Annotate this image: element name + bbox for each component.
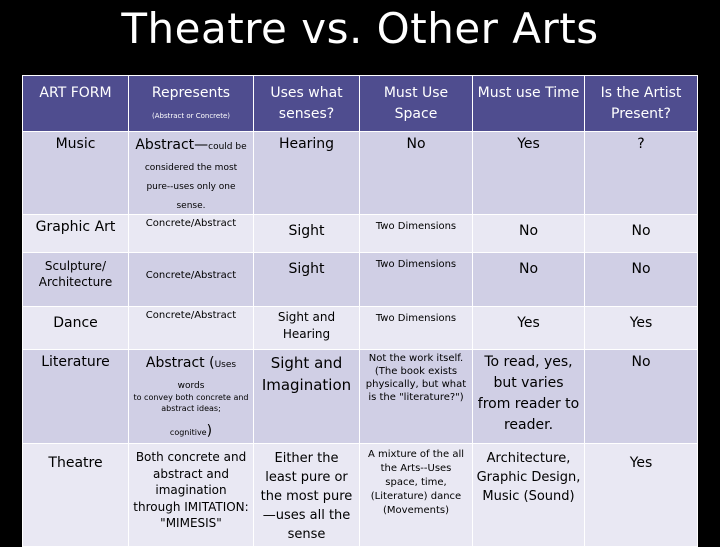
literature-rep-close: ) [206, 423, 213, 439]
literature-art: Literature [23, 350, 129, 444]
graphic-senses: Sight [254, 215, 360, 253]
graphic-art: Graphic Art [23, 215, 129, 253]
header-time: Must use Time [473, 76, 585, 132]
graphic-time: No [473, 215, 585, 253]
comparison-table [22, 75, 698, 547]
theatre-represents: Both concrete and abstract and imagination through IMITATION: "MIMESIS" [129, 444, 254, 547]
dance-time: Yes [473, 307, 585, 350]
graphic-represents: Concrete/Abstract [129, 215, 254, 253]
sculpture-time: No [473, 253, 585, 307]
theatre-space: A mixture of the all the Arts--Uses space, time, (Literature) dance (Movements) [360, 444, 473, 547]
sculpture-senses: Sight [254, 253, 360, 307]
music-rep-main: Abstract— [135, 137, 209, 153]
theatre-art: Theatre [23, 444, 129, 547]
dance-represents: Concrete/Abstract [129, 307, 254, 350]
row-dance [23, 307, 698, 350]
literature-space: Not the work itself. (The book exists physically, but what is the "literature?") [360, 350, 473, 444]
row-literature [23, 350, 698, 444]
music-rep-note: could be considered the most pure--uses only one sense. [144, 142, 247, 211]
header-senses: Uses what senses? [254, 76, 360, 132]
row-theatre [23, 444, 698, 547]
music-time: Yes [473, 132, 585, 215]
literature-represents [129, 350, 254, 444]
header-artist: Is the Artist Present? [585, 76, 698, 132]
header-represents-sub: (Abstract or Concrete) [152, 112, 230, 120]
literature-rep-note1: Uses words [177, 360, 237, 391]
sculpture-artist: No [585, 253, 698, 307]
theatre-time: Architecture, Graphic Design, Music (Sound) [473, 444, 585, 547]
graphic-space: Two Dimensions [360, 215, 473, 253]
theatre-artist: Yes [585, 444, 698, 547]
row-graphic [23, 215, 698, 253]
graphic-artist: No [585, 215, 698, 253]
slide-title: Theatre vs. Other Arts [121, 4, 599, 53]
literature-artist: No [585, 350, 698, 444]
sculpture-art: Sculpture/ Architecture [23, 253, 129, 307]
dance-senses: Sight and Hearing [254, 307, 360, 350]
literature-senses: Sight and Imagination [254, 350, 360, 444]
row-sculpture [23, 253, 698, 307]
music-senses: Hearing [254, 132, 360, 215]
header-row [23, 76, 698, 132]
header-art-form: ART FORM [23, 76, 129, 132]
row-music [23, 132, 698, 215]
music-artist: ? [585, 132, 698, 215]
dance-space: Two Dimensions [360, 307, 473, 350]
sculpture-represents: Concrete/Abstract [129, 253, 254, 307]
dance-art: Dance [23, 307, 129, 350]
music-represents [129, 132, 254, 215]
sculpture-space: Two Dimensions [360, 253, 473, 307]
literature-rep-main: Abstract ( [145, 355, 215, 371]
music-space: No [360, 132, 473, 215]
header-represents [129, 76, 254, 132]
dance-artist: Yes [585, 307, 698, 350]
header-space: Must Use Space [360, 76, 473, 132]
literature-rep-note3: cognitive [169, 428, 207, 437]
literature-rep-note2: to convey both concrete and abstract ideas; [133, 393, 249, 413]
music-art: Music [23, 132, 129, 215]
literature-time: To read, yes, but varies from reader to reader. [473, 350, 585, 444]
header-represents-label: Represents [151, 85, 231, 101]
theatre-senses: Either the least pure or the most pure—uses all the sense [254, 444, 360, 547]
